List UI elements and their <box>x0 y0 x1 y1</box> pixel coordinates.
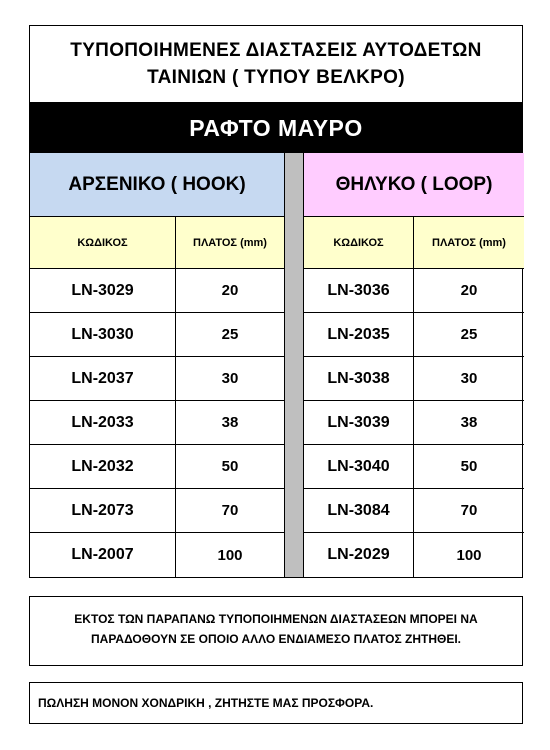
male-code-cell: LN-2037 <box>30 357 176 401</box>
male-width-cell: 30 <box>176 357 285 401</box>
female-width-cell: 50 <box>414 445 524 489</box>
female-code-cell: LN-3038 <box>304 357 414 401</box>
male-hook-header: ΑΡΣΕΝΙΚΟ ( HOOK) <box>30 153 285 217</box>
male-code-cell: LN-2007 <box>30 533 176 577</box>
sheet-title <box>30 26 522 103</box>
female-width-cell: 100 <box>456 546 482 564</box>
male-width-cell: 20 <box>176 269 285 313</box>
male-code-cell: LN-2032 <box>30 445 176 489</box>
female-code-cell: LN-3039 <box>304 401 414 445</box>
male-width-cell: 38 <box>176 401 285 445</box>
female-code-column-header: ΚΩΔΙΚΟΣ <box>304 217 414 269</box>
dimensions-table <box>30 153 522 577</box>
female-code-cell: LN-3040 <box>304 445 414 489</box>
female-loop-header: ΘΗΛΥΚΟ ( LOOP) <box>304 153 524 217</box>
male-width-cell: 70 <box>176 489 285 533</box>
female-code-cell: LN-2029 <box>304 533 414 577</box>
wholesale-note: ΠΩΛΗΣΗ ΜΟΝΟΝ ΧΟΝΔΡΙΚΗ , ΖΗΤΗΣΤΕ ΜΑΣ ΠΡΟΣΦΟΡΑ. <box>29 682 523 724</box>
title-line-2: ΤΑΙΝΙΩΝ ( ΤΥΠΟΥ ΒΕΛΚΡΟ) <box>147 67 405 88</box>
dimensions-sheet <box>29 25 523 578</box>
male-width-cell: 25 <box>176 313 285 357</box>
color-banner: ΡΑΦΤΟ ΜΑΥΡΟ <box>30 103 522 153</box>
male-code-column-header: ΚΩΔΙΚΟΣ <box>30 217 176 269</box>
female-width-cell: 20 <box>414 269 524 313</box>
female-code-cell: LN-3036 <box>304 269 414 313</box>
female-width-cell: 25 <box>414 313 524 357</box>
male-width-cell: 100 <box>176 533 285 577</box>
male-code-cell: LN-2033 <box>30 401 176 445</box>
male-code-cell: LN-3029 <box>30 269 176 313</box>
female-width-cell: 38 <box>414 401 524 445</box>
custom-width-note: ΕΚΤΟΣ ΤΩΝ ΠΑΡΑΠΑΝΩ ΤΥΠΟΠΟΙΗΜΕΝΩΝ ΔΙΑΣΤΑΣΕΩΝ ΜΠΟΡΕΙ ΝΑ ΠΑΡΑΔΟΘΟΥΝ ΣΕ ΟΠΟΙΟ ΑΛΛΟ ΕΝΔΙΑΜΕΣΟ ΠΛΑΤΟΣ ΖΗΤΗΘΕΙ. <box>29 596 523 666</box>
title-line-1: ΤΥΠΟΠΟΙΗΜΕΝΕΣ ΔΙΑΣΤΑΣΕΙΣ ΑΥΤΟΔΕΤΩΝ <box>70 40 482 61</box>
female-width-cell: 70 <box>414 489 524 533</box>
male-width-cell: 50 <box>176 445 285 489</box>
column-separator <box>285 153 304 577</box>
male-code-cell: LN-2073 <box>30 489 176 533</box>
male-width-column-header: ΠΛΑΤΟΣ (mm) <box>176 217 285 269</box>
female-code-cell: LN-3084 <box>304 489 414 533</box>
female-width-cell: 30 <box>414 357 524 401</box>
female-width-column-header: ΠΛΑΤΟΣ (mm) <box>414 217 524 269</box>
male-code-cell: LN-3030 <box>30 313 176 357</box>
female-code-cell: LN-2035 <box>304 313 414 357</box>
